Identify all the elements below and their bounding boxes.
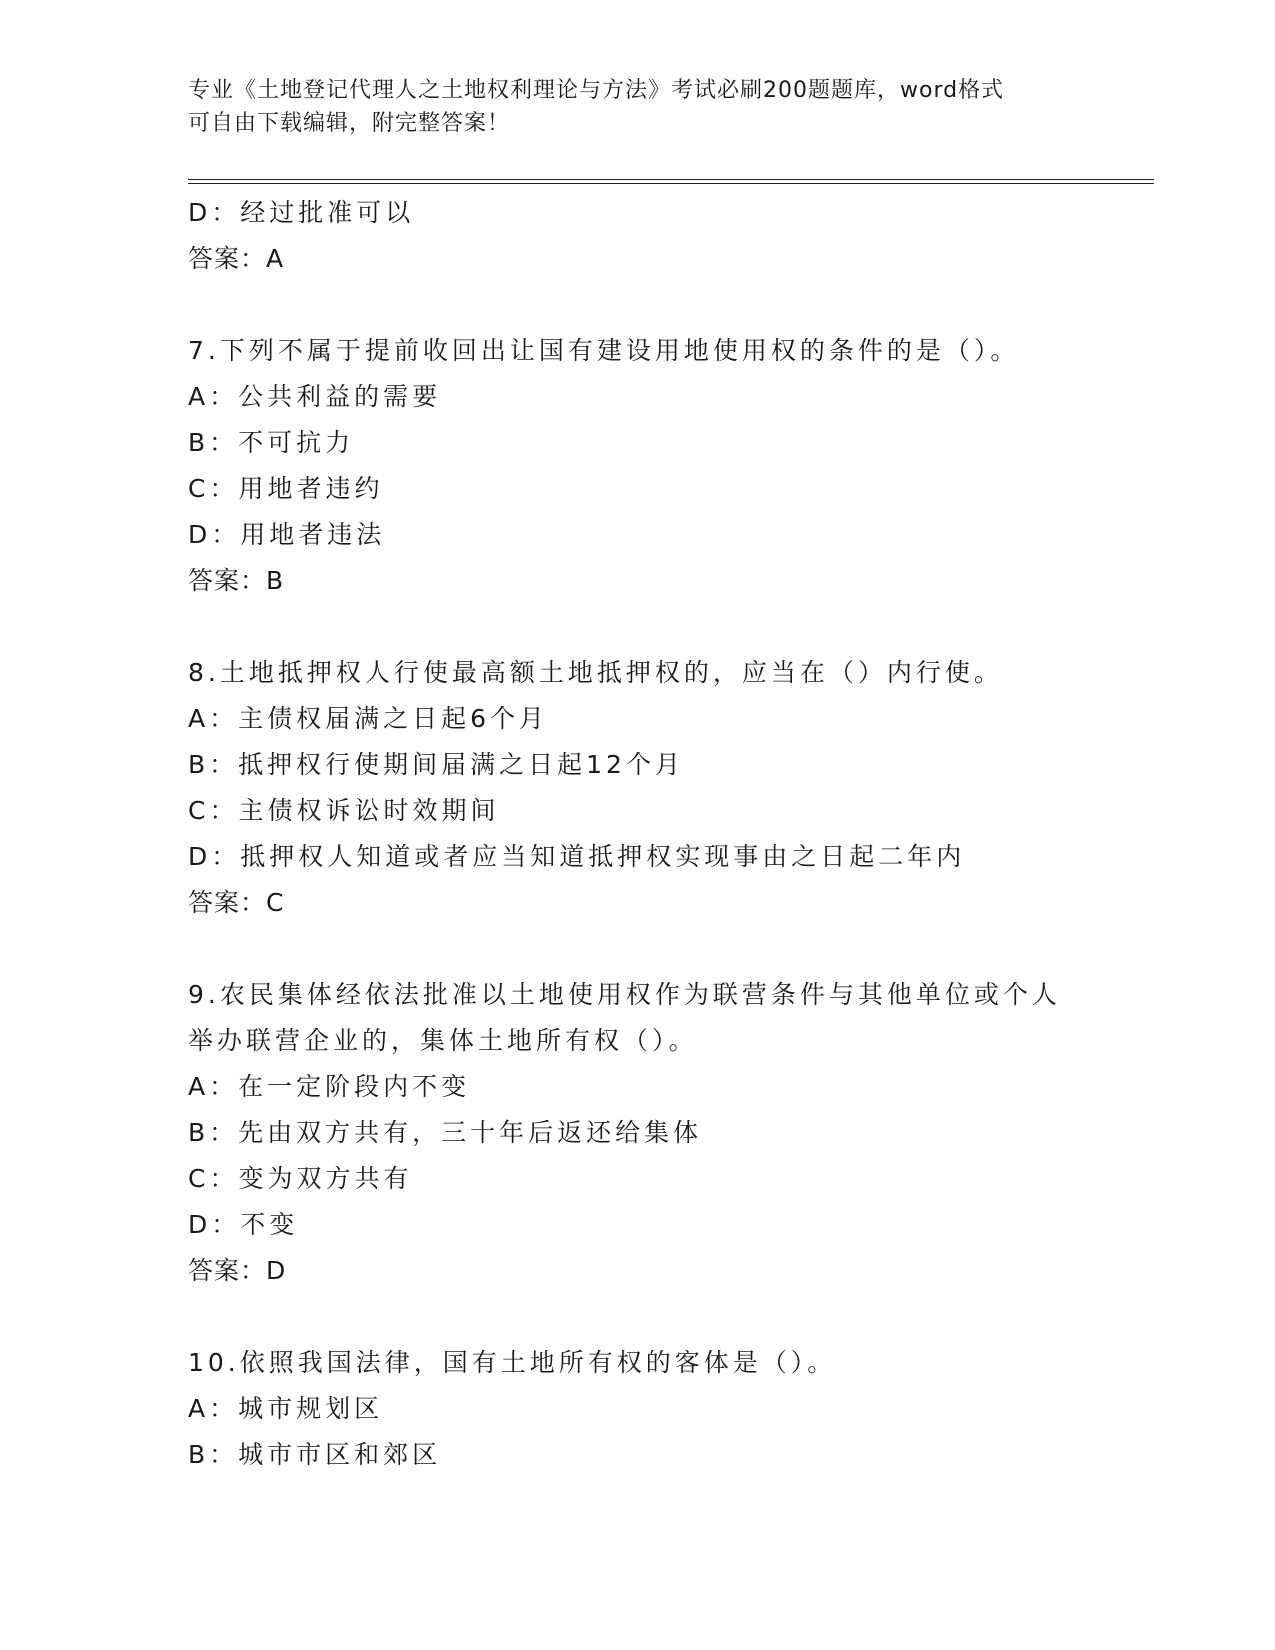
option-c: C：主债权诉讼时效期间 <box>188 796 500 825</box>
option-c: C：变为双方共有 <box>188 1164 413 1193</box>
option-a: A：主债权届满之日起6个月 <box>188 704 549 733</box>
spacer <box>188 1294 1154 1340</box>
answer: 答案：D <box>188 1256 287 1285</box>
spacer <box>188 282 1154 328</box>
option-b: B：先由双方共有，三十年后返还给集体 <box>188 1118 703 1147</box>
question-stem: 7.下列不属于提前收回出让国有建设用地使用权的条件的是（）。 <box>188 336 1020 365</box>
option-d: D：不变 <box>188 1210 299 1239</box>
option-d: D：用地者违法 <box>188 520 386 549</box>
document-header <box>188 74 1068 140</box>
option-c: C：用地者违约 <box>188 474 384 503</box>
question-stem: 10.依照我国法律，国有土地所有权的客体是（）。 <box>188 1348 837 1377</box>
option-d: D：抵押权人知道或者应当知道抵押权实现事由之日起二年内 <box>188 842 966 871</box>
question-8 <box>188 650 1154 926</box>
question-10 <box>188 1340 1154 1478</box>
header-divider-top <box>188 179 1154 180</box>
header-title-line-2: 可自由下载编辑，附完整答案！ <box>188 111 511 136</box>
question-stem-line-2: 举办联营企业的，集体土地所有权（）。 <box>188 1026 698 1055</box>
option-a: A：公共利益的需要 <box>188 382 442 411</box>
option-a: A：在一定阶段内不变 <box>188 1072 471 1101</box>
question-7 <box>188 328 1154 604</box>
option-b: B：城市市区和郊区 <box>188 1440 442 1469</box>
question-stem-line-1: 9.农民集体经依法批准以土地使用权作为联营条件与其他单位或个人 <box>188 980 1061 1009</box>
option-b: B：不可抗力 <box>188 428 355 457</box>
option-a: A：城市规划区 <box>188 1394 384 1423</box>
answer: 答案：B <box>188 566 285 595</box>
answer: 答案：C <box>188 888 285 917</box>
spacer <box>188 604 1154 650</box>
question-stem: 8.土地抵押权人行使最高额土地抵押权的，应当在（）内行使。 <box>188 658 1003 687</box>
question-list <box>188 190 1154 1478</box>
header-title-line-1: 专业《土地登记代理人之土地权利理论与方法》考试必刷200题题库，word格式 <box>188 78 1005 103</box>
spacer <box>188 926 1154 972</box>
question-9 <box>188 972 1154 1294</box>
option-b: B：抵押权行使期间届满之日起12个月 <box>188 750 684 779</box>
header-divider-bottom <box>188 183 1154 184</box>
prev-option-d: D：经过批准可以 <box>188 198 415 227</box>
prev-answer: 答案：A <box>188 244 285 273</box>
